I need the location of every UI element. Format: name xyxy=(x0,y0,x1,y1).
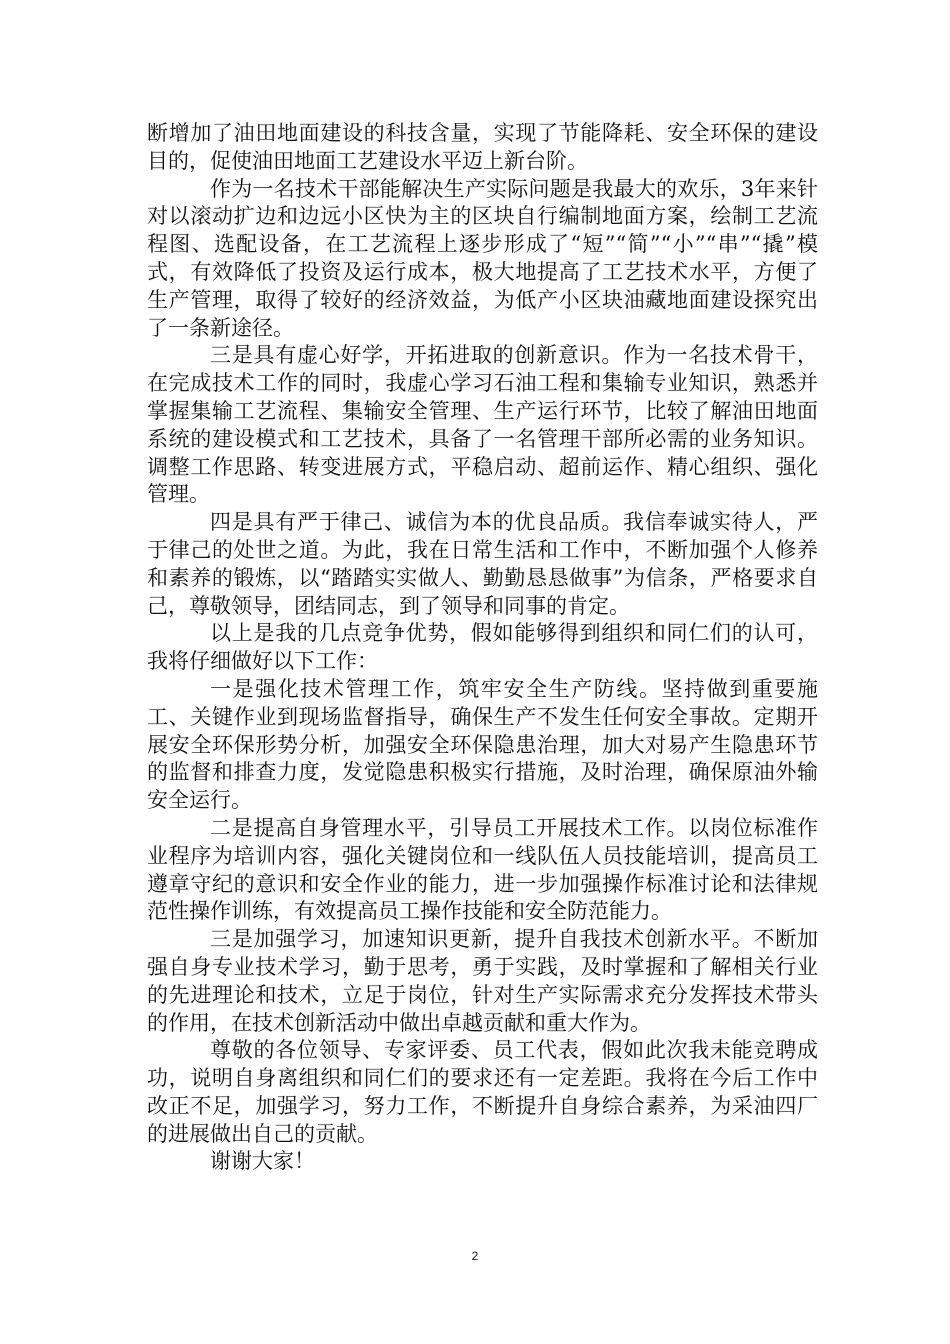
paragraph-tech-cadre: 作为一名技术干部能解决生产实际问题是我最大的欢乐，3年来针对以滚动扩边和边远小区快为主的区块自行编制地面方案，绘制工艺流程图、选配设备，在工艺流程上逐步形成了“短”“简”“小”“串”“撬”模式，有效降低了投资及运行成本，极大地提高了工艺技术水平，方便了生产管理，取得了较好的经济效益，为低产小区块油藏地面建设探究出了一条新途径。 xyxy=(147,176,818,340)
paragraph-thanks: 谢谢大家！ xyxy=(210,1149,315,1174)
paragraph-innovation: 三是具有虚心好学，开拓进取的创新意识。作为一名技术骨干，在完成技术工作的同时，我虚心学习石油工程和集输专业知识，熟悉并掌握集输工艺流程、集输安全管理、生产运行环节，比较了解油田地面系统的建设模式和工艺技术，具备了一名管理干部所必需的业务知识。调整工作思路、转变进展方式，平稳启动、超前运作、精心组织、强化管理。 xyxy=(147,343,818,507)
paragraph-integrity: 四是具有严于律己、诚信为本的优良品质。我信奉诚实待人，严于律己的处世之道。为此，我在日常生活和工作中，不断加强个人修养和素养的锻炼，以“踏踏实实做人、勤勤恳恳做事”为信条，严格要求自己，尊敬领导，团结同志，到了领导和同事的肯定。 xyxy=(147,510,818,618)
paragraph-intro-work: 以上是我的几点竞争优势，假如能够得到组织和同仁们的认可，我将仔细做好以下工作： xyxy=(147,621,818,674)
paragraph-work-one: 一是强化技术管理工作，筑牢安全生产防线。坚持做到重要施工、关键作业到现场监督指导，确保生产不发生任何安全事故。定期开展安全环保形势分析，加强安全环保隐患治理，加大对易产生隐患环节的监督和排查力度，发觉隐患积极实行措施，及时治理，确保原油外输安全运行。 xyxy=(147,676,818,813)
paragraph-closing: 尊敬的各位领导、专家评委、员工代表，假如此次我未能竞聘成功，说明自身离组织和同仁们的要求还有一定差距。我将在今后工作中改正不足，加强学习，努力工作，不断提升自身综合素养，为采油四厂的进展做出自己的贡献。 xyxy=(147,1038,818,1146)
paragraph-work-three: 三是加强学习，加速知识更新，提升自我技术创新水平。不断加强自身专业技术学习，勤于思考，勇于实践，及时掌握和了解相关行业的先进理论和技术，立足于岗位，针对生产实际需求充分发挥技术带头的作用，在技术创新活动中做出卓越贡献和重大作为。 xyxy=(147,927,818,1035)
page-number: 2 xyxy=(471,1249,479,1263)
document-body xyxy=(147,120,818,1176)
paragraph-continuation: 断增加了油田地面建设的科技含量，实现了节能降耗、安全环保的建设目的，促使油田地面工艺建设水平迈上新台阶。 xyxy=(147,121,818,173)
paragraph-work-two: 二是提高自身管理水平，引导员工开展技术工作。以岗位标准作业程序为培训内容，强化关键岗位和一线队伍人员技能培训，提高员工遵章守纪的意识和安全作业的能力，进一步加强操作标准讨论和法律规范性操作训练，有效提高员工操作技能和安全防范能力。 xyxy=(147,815,818,924)
